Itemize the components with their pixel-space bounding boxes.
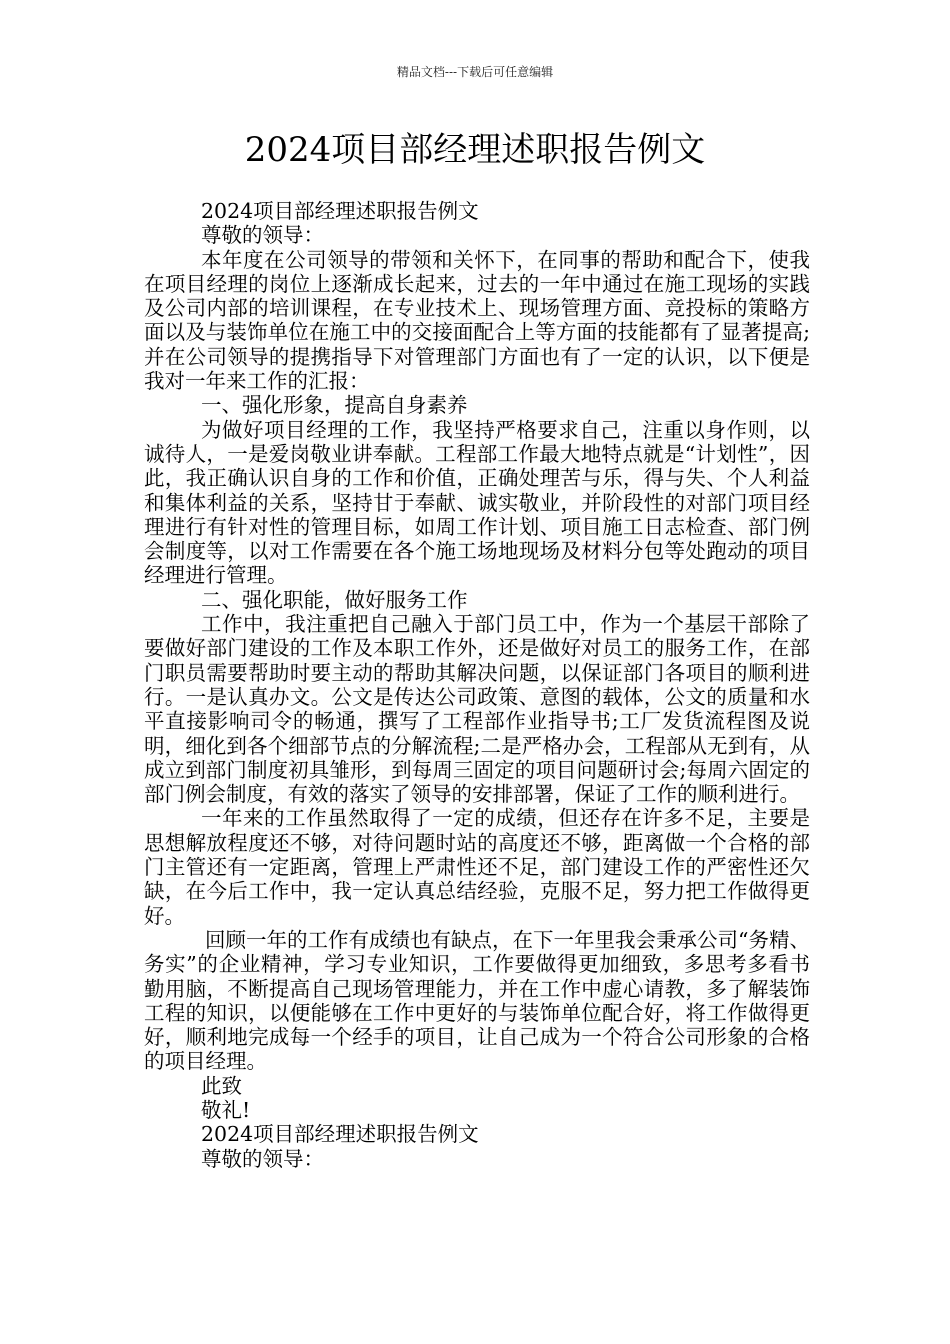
- document-body: [144, 199, 810, 1171]
- closing-salute: 此致: [201, 1073, 242, 1098]
- body-subtitle: 2024项目部经理述职报告例文: [201, 199, 479, 223]
- section-heading-2: 二、强化职能，做好服务工作: [201, 587, 468, 612]
- salutation: 尊敬的领导：: [201, 223, 324, 248]
- paragraph-intro: 本年度在公司领导的带领和关怀下，在同事的帮助和配合下，使我在项目经理的岗位上逐渐成长起来，过去的一年中通过在施工现场的实践及公司内部的培训课程，在专业技术上、现场管理方面、竞投标的策略方面以及与装饰单位在施工中的交接面配合上等方面的技能都有了显著提高;并在公司领导的提携指导下对管理部门方面也有了一定的认识，以下便是我对一年来工作的汇报：: [144, 247, 810, 394]
- paragraph-section-1: 为做好项目经理的工作，我坚持严格要求自己，注重以身作则，以诚待人，一是爱岗敬业讲奉献。工程部工作最大地特点就是“计划性”，因此，我正确认识自身的工作和价值，正确处理苦与乐，得与失、个人利益和集体利益的关系，坚持甘于奉献、诚实敬业，并阶段性的对部门项目经理进行有针对性的管理目标，如周工作计划、项目施工日志检查、部门例会制度等，以对工作需要在各个施工场地现场及材料分包等处跑动的项目经理进行管理。: [144, 417, 810, 588]
- document-title: 2024项目部经理述职报告例文: [244, 130, 706, 170]
- repeated-subtitle: 2024项目部经理述职报告例文: [201, 1122, 479, 1147]
- page-header-note: 精品文档---下载后可任意编辑: [396, 65, 554, 79]
- section-heading-1: 一、强化形象，提高自身素养: [201, 393, 468, 418]
- paragraph-shortcomings: 一年来的工作虽然取得了一定的成绩，但还存在许多不足，主要是思想解放程度还不够，对待问题时站的高度还不够，距离做一个合格的部门主管还有一定距离，管理上严肃性还不足，部门建设工作的严密性还欠缺，在今后工作中，我一定认真总结经验，克服不足，努力把工作做得更好。: [144, 806, 810, 928]
- paragraph-outlook: 回顾一年的工作有成绩也有缺点，在下一年里我会秉承公司“务精、务实”的企业精神，学习专业知识，工作要做得更加细致，多思考多看书勤用脑，不断提高自己现场管理能力，并在工作中虚心请教，多了解装饰工程的知识，以便能够在工作中更好的与装饰单位配合好，将工作做得更好，顺利地完成每一个经手的项目，让自己成为一个符合公司形象的合格的项目经理。: [144, 927, 810, 1074]
- repeated-salutation: 尊敬的领导：: [201, 1146, 324, 1171]
- paragraph-section-2: 工作中，我注重把自己融入于部门员工中，作为一个基层干部除了要做好部门建设的工作及本职工作外，还是做好对员工的服务工作，在部门职员需要帮助时要主动的帮助其解决问题，以保证部门各项目的顺利进行。一是认真办文。公文是传达公司政策、意图的载体，公文的质量和水平直接影响司令的畅通，撰写了工程部作业指导书;工厂发货流程图及说明，细化到各个细部节点的分解流程;二是严格办会，工程部从无到有，从成立到部门制度初具雏形，到每周三固定的项目问题研讨会;每周六固定的部门例会制度，有效的落实了领导的安排部署，保证了工作的顺利进行。: [144, 612, 810, 807]
- closing-regards: 敬礼!: [201, 1097, 251, 1122]
